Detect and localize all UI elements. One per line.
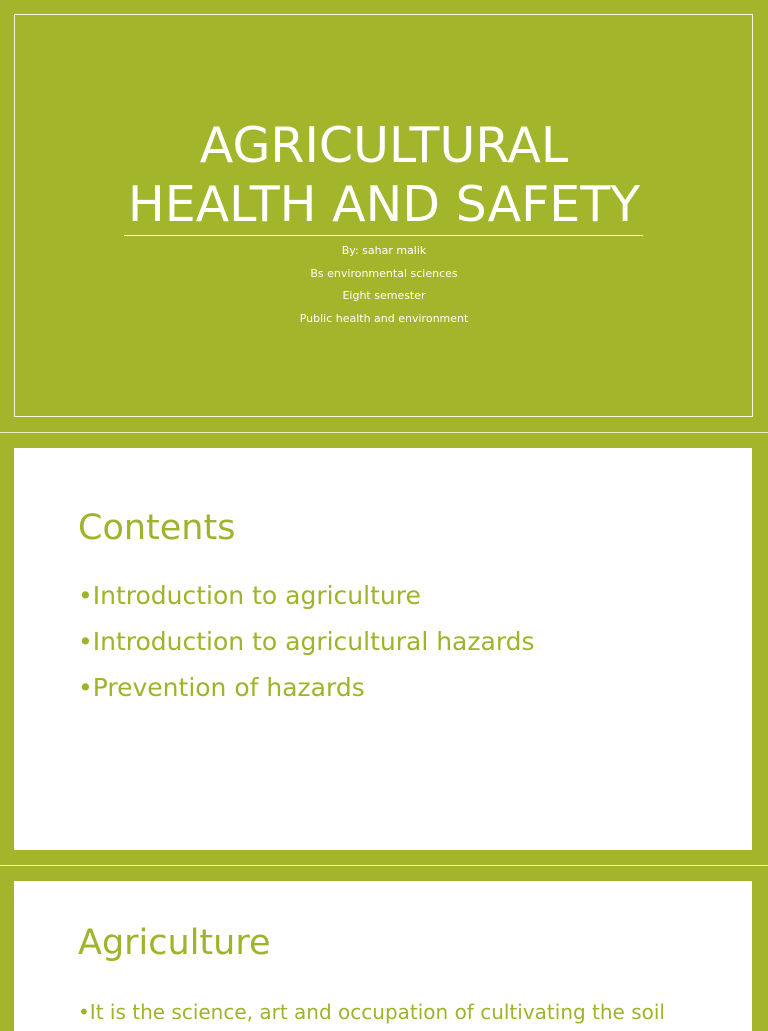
- contents-list: [78, 575, 535, 713]
- contents-heading: Contents: [78, 508, 236, 548]
- contents-slide: [0, 433, 768, 865]
- list-item: •Introduction to agricultural hazards: [78, 627, 535, 656]
- content-card: [14, 881, 752, 1031]
- title-divider: [124, 235, 643, 236]
- agriculture-heading: Agriculture: [78, 923, 271, 963]
- title-line-2: HEALTH AND SAFETY: [127, 176, 641, 233]
- subtitle-program: Bs environmental sciences: [310, 266, 458, 280]
- agriculture-slide: [0, 866, 768, 1024]
- subtitle-course: Public health and environment: [299, 311, 469, 325]
- subtitle-author: By: sahar malik: [341, 244, 427, 257]
- title-slide: [0, 0, 768, 432]
- subtitle-semester: Eight semester: [342, 289, 426, 302]
- list-item: •Introduction to agriculture: [78, 581, 421, 610]
- title-line-1: AGRICULTURAL: [199, 117, 569, 174]
- list-item: •Prevention of hazards: [78, 673, 365, 702]
- slide-title: [0, 116, 768, 234]
- slide-subtitle: [0, 241, 768, 331]
- content-card: [14, 448, 752, 850]
- list-item: •It is the science, art and occupation of cultivating the soil: [78, 1000, 665, 1024]
